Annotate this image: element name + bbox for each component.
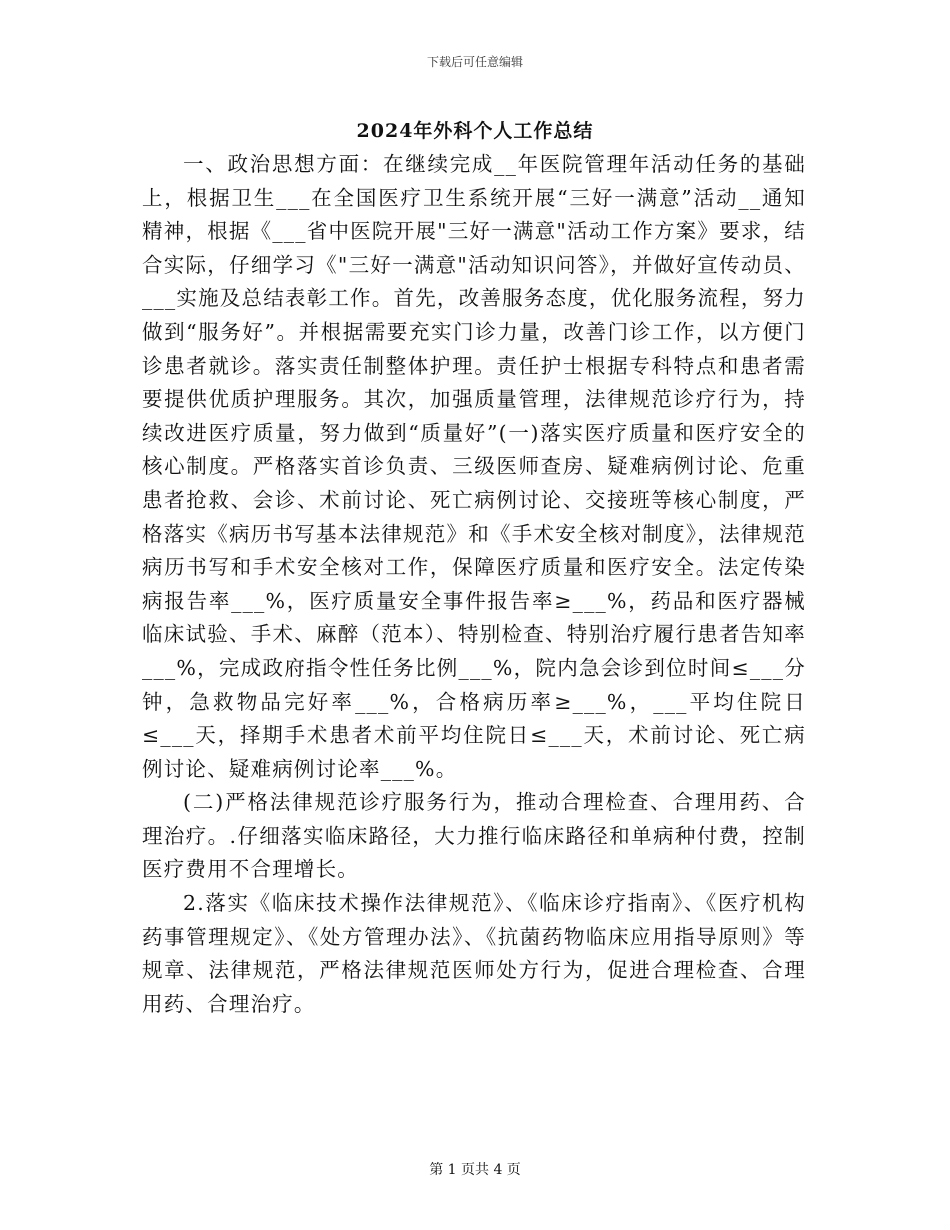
paragraph-implement-regulations: 2.落实《临床技术操作法律规范》、《临床诊疗指南》、《医疗机构药事管理规定》、《处方管理办法》、《抗菌药物临床应用指导原则》等规章、法律规范，严格法律规范医师处方行为，促进合理检查、合理用药、合理治疗。 [142,891,806,1016]
paragraph-political-thought: 一、政治思想方面：在继续完成__年医院管理年活动任务的基础上，根据卫生___在全国医疗卫生系统开展“三好一满意”活动__通知精神，根据《___省中医院开展"三好一满意"活动工作方案》要求，结合实际，仔细学习《"三好一满意"活动知识问答》，并做好宣传动员、___实施及总结表彰工作。首先，改善服务态度，优化服务流程，努力做到“服务好”。并根据需要充实门诊力量，改善门诊工作，以方便门诊患者就诊。落实责任制整体护理。责任护士根据专科特点和患者需要提供优质护理服务。其次，加强质量管理，法律规范诊疗行为，持续改进医疗质量，努力做到“质量好”(一)落实医疗质量和医疗安全的核心制度。严格落实首诊负责、三级医师查房、疑难病例讨论、危重患者抢救、会诊、术前讨论、死亡病例讨论、交接班等核心制度，严格落实《病历书写基本法律规范》和《手术安全核对制度》，法律规范病历书写和手术安全核对工作，保障医疗质量和医疗安全。法定传染病报告率___%，医疗质量安全事件报告率≥___%，药品和医疗器械临床试验、手术、麻醉（范本）、特别检查、特别治疗履行患者告知率___%，完成政府指令性任务比例___%，院内急会诊到位时间≤___分钟，急救物品完好率___%，合格病历率≥___%，___平均住院日≤___天，择期手术患者术前平均住院日≤___天，术前讨论、死亡病例讨论、疑难病例讨论率___%。 [142,152,806,781]
document-title: 2024年外科个人工作总结 [356,120,594,142]
paragraph-standardize-behavior: (二)严格法律规范诊疗服务行为，推动合理检查、合理用药、合理治疗。.仔细落实临床路径，大力推行临床路径和单病种付费，控制医疗费用不合理增长。 [142,790,806,882]
page-number-footer: 第 1 页共 4 页 [429,1162,521,1178]
document-body [142,148,806,1021]
page-header-note: 下载后可任意编辑 [426,55,523,69]
